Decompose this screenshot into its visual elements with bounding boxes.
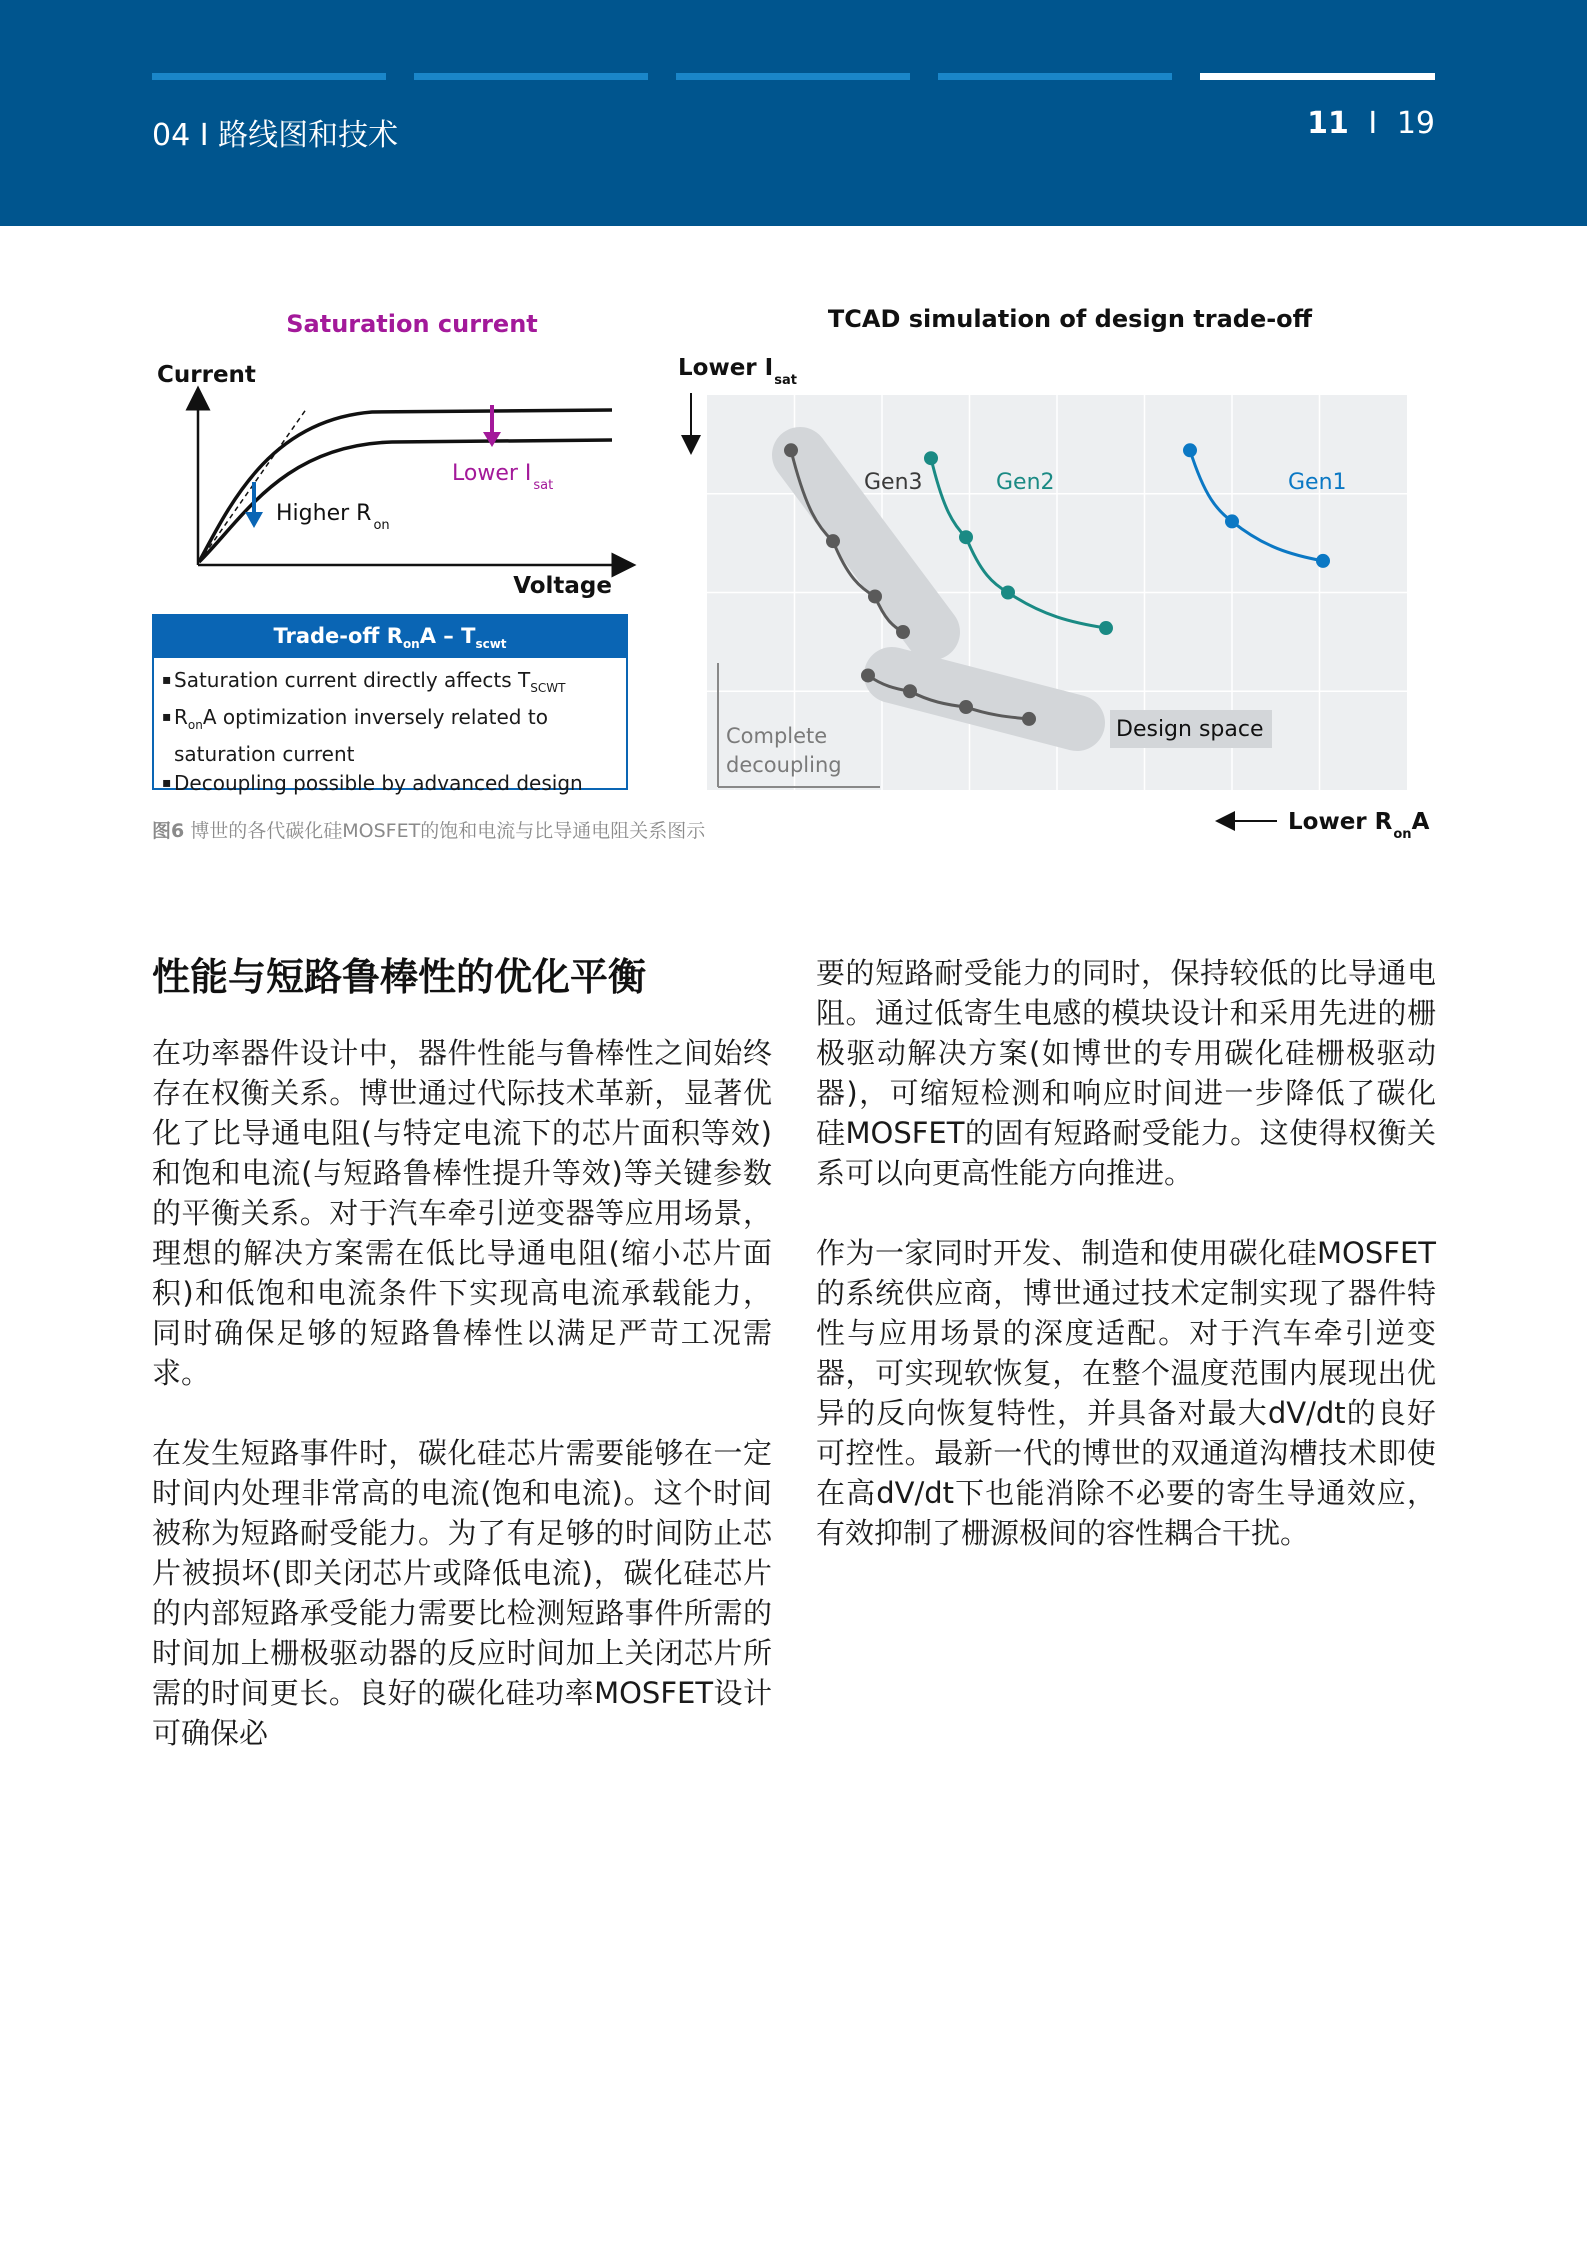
gen3-point-1: [784, 443, 798, 457]
body-right-column: [816, 953, 1436, 1593]
design-space-point-2: [903, 684, 917, 698]
gen3-point-3: [868, 589, 882, 603]
curve-lower: [199, 440, 612, 562]
section-title: 04 I 路线图和技术: [152, 118, 399, 153]
progress-segment-1: [152, 73, 386, 80]
body-paragraph-1: 在功率器件设计中，器件性能与鲁棒性之间始终存在权衡关系。博世通过代际技术革新，显著优化了比导通电阻(与特定电流下的芯片面积等效)和饱和电流(与短路鲁棒性提升等效)等关键参数的平衡关系。对于汽车牵引逆变器等应用场景，理想的解决方案需在低比导通电阻(缩小芯片面积)和低饱和电流条件下实现高电流承载能力，同时确保足够的短路鲁棒性以满足严苛工况需求。: [152, 1036, 772, 1390]
tcad-title: TCAD simulation of design trade-off: [827, 305, 1313, 333]
design-space-point-4: [1022, 712, 1036, 726]
progress-segment-5: [1200, 73, 1435, 80]
gen3-label: Gen3: [864, 470, 923, 495]
x-axis-label: Voltage: [513, 573, 612, 599]
tangent-dashed: [204, 408, 307, 555]
tcad-x-label: Lower $R_{on}A$: [1288, 809, 1430, 842]
gen2-point-4: [1099, 621, 1113, 635]
progress-segment-3: [676, 73, 910, 80]
gen2-point-1: [924, 451, 938, 465]
tradeoff-item-1: ▪ Saturation current directly affects $T_{SCWT}$: [162, 666, 626, 703]
lower-isat-label: Lower I $_{sat}$: [452, 461, 554, 493]
figure-caption: 图6 博世的各代碳化硅MOSFET的饱和电流与比导通电阻关系图示: [152, 820, 706, 842]
gen1-point-3: [1316, 554, 1330, 568]
complete-decoupling-label-2: decoupling: [726, 753, 842, 777]
gen2-point-2: [959, 530, 973, 544]
y-axis-label: Current: [157, 362, 256, 388]
gen3-point-2: [826, 534, 840, 548]
body-paragraph-4: 作为一家同时开发、制造和使用碳化硅MOSFET的系统供应商，博世通过技术定制实现了器件特性与应用场景的深度适配。对于汽车牵引逆变器，可实现软恢复，在整个温度范围内展现出优异的反向恢复特性，并具备对最大dV/dt的良好可控性。最新一代的博世的双通道沟槽技术即使在高dV/dt下也能消除不必要的寄生导通效应，有效抑制了栅源极间的容性耦合干扰。: [816, 1236, 1436, 1550]
gen1-label: Gen1: [1288, 470, 1347, 495]
progress-segment-4: [938, 73, 1172, 80]
gen2-point-3: [1001, 586, 1015, 600]
tradeoff-list: [154, 666, 626, 798]
design-space-label: Design space: [1116, 717, 1264, 742]
gen1-point-2: [1225, 514, 1239, 528]
tradeoff-item-2: ▪ $R_{on}A$ optimization inversely related to saturation current: [162, 703, 626, 769]
gen2-label: Gen2: [996, 470, 1055, 495]
page-current: 11: [1307, 106, 1349, 141]
tradeoff-box: [152, 614, 628, 795]
design-space-point-3: [959, 700, 973, 714]
page-separator: I: [1368, 106, 1378, 141]
page-number: [1307, 106, 1435, 141]
body-left-column: [152, 1033, 772, 1793]
page-header: [0, 0, 1587, 226]
tcad-chart: [672, 345, 1442, 850]
page-total: 19: [1396, 106, 1435, 141]
complete-decoupling-label-1: Complete: [726, 724, 828, 748]
progress-segment-2: [414, 73, 648, 80]
saturation-current-diagram: [152, 350, 642, 610]
design-space-point-1: [861, 668, 875, 682]
body-paragraph-2: 在发生短路事件时，碳化硅芯片需要能够在一定时间内处理非常高的电流(饱和电流)。这个时间被称为短路耐受能力。为了有足够的时间防止芯片被损坏(即关闭芯片或降低电流)，碳化硅芯片的内部短路承受能力需要比检测短路事件所需的时间加上栅极驱动器的反应时间加上关闭芯片所需的时间更长。良好的碳化硅功率MOSFET设计可确保必: [152, 1436, 772, 1750]
higher-ron-label: Higher R $_{on}$: [276, 501, 390, 533]
saturation-current-title: Saturation current: [286, 310, 538, 338]
gen3-point-4: [896, 625, 910, 639]
gen1-point-1: [1183, 443, 1197, 457]
tcad-y-label: Lower $I_{sat}$: [678, 355, 797, 388]
tradeoff-item-3: ▪ Decoupling possible by advanced design: [162, 769, 626, 798]
tradeoff-box-title: Trade-off $R_{on}A - T_{scwt}$: [154, 616, 626, 658]
body-paragraph-3: 要的短路耐受能力的同时，保持较低的比导通电阻。通过低寄生电感的模块设计和采用先进的栅极驱动解决方案(如博世的专用碳化硅栅极驱动器)，可缩短检测和响应时间进一步降低了碳化硅MOSFET的固有短路耐受能力。这使得权衡关系可以向更高性能方向推进。: [816, 956, 1436, 1190]
section-heading: 性能与短路鲁棒性的优化平衡: [152, 955, 647, 999]
